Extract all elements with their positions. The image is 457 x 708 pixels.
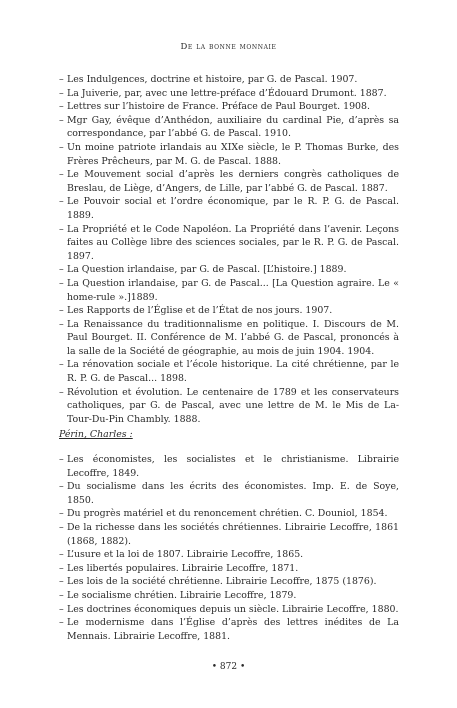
bibliography-entry xyxy=(59,521,399,548)
entry-text: Les économistes, les socialistes et le christianisme. Librairie Lecoffre, 1849. xyxy=(67,454,399,479)
entry-text: Les lois de la société chrétienne. Librairie Lecoffre, 1875 (1876). xyxy=(67,576,377,588)
list-dash: – xyxy=(59,603,64,615)
bibliography-entry xyxy=(59,168,399,195)
list-dash: – xyxy=(59,141,64,153)
bibliography-entry xyxy=(59,318,399,359)
entry-text: Le socialisme chrétien. Librairie Lecoffre, 1879. xyxy=(67,589,297,601)
list-dash: – xyxy=(59,386,64,398)
author-heading: Périn, Charles : xyxy=(59,429,133,440)
entry-text: La Propriété et le Code Napoléon. La Propriété dans l’avenir. Leçons faites au Collège libre des sciences sociales, par le R. P. G. de Pascal. 1897. xyxy=(67,223,399,262)
entry-text: Un moine patriote irlandais au XIXe siècle, le P. Thomas Burke, des Frères Prêcheurs, par M. G. de Pascal. 1888. xyxy=(67,141,399,167)
list-dash: – xyxy=(59,264,64,276)
bibliography-entry xyxy=(59,87,399,101)
bibliography-entry xyxy=(59,304,399,318)
list-dash: – xyxy=(59,454,64,465)
entry-text: Les libertés populaires. Librairie Lecoffre, 1871. xyxy=(67,562,299,574)
list-dash: – xyxy=(59,521,64,533)
list-dash: – xyxy=(59,196,64,208)
list-dash: – xyxy=(59,87,64,99)
entry-text: Le Mouvement social d’après les derniers congrès catholiques de Breslau, de Liège, d’Angers, de Lille, par l’abbé G. de Pascal. 1887. xyxy=(67,169,399,194)
list-dash: – xyxy=(59,277,64,289)
bibliography-entry xyxy=(59,114,399,141)
list-dash: – xyxy=(59,305,64,317)
list-dash: – xyxy=(59,576,64,588)
bibliography-entry xyxy=(59,358,399,385)
entry-text: La Juiverie, par, avec une lettre-préface d’Édouard Drumont. 1887. xyxy=(67,87,387,99)
list-dash: – xyxy=(59,562,64,574)
running-head: De la bonne monnaie xyxy=(180,42,277,52)
bibliography-entry xyxy=(59,195,399,222)
list-dash: – xyxy=(59,589,64,601)
entry-text: Les doctrines économiques depuis un siècle. Librairie Lecoffre, 1880. xyxy=(67,603,399,615)
bibliography-entry xyxy=(59,263,399,277)
bibliography-entry xyxy=(59,100,399,114)
bibliography-entry xyxy=(59,507,399,521)
entry-text: Révolution et évolution. Le centenaire de 1789 et les conservateurs catholiques, par G. de Pascal, avec une lettre de M. le Mis de La-Tour-Du-Pin Chambly. 1888. xyxy=(67,386,399,425)
list-dash: – xyxy=(59,359,64,371)
bibliography-entry xyxy=(59,575,399,589)
list-dash: – xyxy=(59,508,64,520)
entry-text: La rénovation sociale et l’école historique. La cité chrétienne, par le R. P. G. de Pascal... 1898. xyxy=(67,359,399,385)
entry-text: L’usure et la loi de 1807. Librairie Lecoffre, 1865. xyxy=(67,549,304,561)
list-dash: – xyxy=(59,223,64,235)
entry-text: Le modernisme dans l’Église d’après des lettres inédites de La Mennais. Librairie Lecoffre, 1881. xyxy=(67,617,399,642)
list-dash: – xyxy=(59,101,64,113)
entry-text: La Renaissance du traditionnalisme en politique. I. Discours de M. Paul Bourget. II. Conférence de M. l’abbé G. de Pascal, prononcés à la salle de la Société de géographie, au mois de juin 1904. 1904. xyxy=(67,318,399,357)
list-dash: – xyxy=(59,617,64,629)
list-dash: – xyxy=(59,114,64,126)
bibliography-entry xyxy=(59,616,399,643)
bibliography-list-pascal xyxy=(59,73,399,426)
bibliography-entry xyxy=(59,603,399,617)
bibliography-entry xyxy=(59,277,399,304)
entry-text: La Question irlandaise, par G. de Pascal... [La Question agraire. Le « home-rule ».]1889. xyxy=(67,277,399,303)
bibliography-entry xyxy=(59,141,399,168)
bibliography-list-perin xyxy=(59,453,399,643)
entry-text: De la richesse dans les sociétés chrétiennes. Librairie Lecoffre, 1861 (1868, 1882). xyxy=(67,521,399,547)
bibliography-entry xyxy=(59,223,399,264)
bibliography-entry xyxy=(59,453,399,480)
bibliography-entry xyxy=(59,589,399,603)
list-dash: – xyxy=(59,318,64,330)
list-dash: – xyxy=(59,169,64,181)
entry-text: Lettres sur l’histoire de France. Préface de Paul Bourget. 1908. xyxy=(67,101,370,113)
bibliography-entry xyxy=(59,73,399,87)
entry-text: Du progrès matériel et du renoncement chrétien. C. Douniol, 1854. xyxy=(67,508,388,520)
page-number: • 872 • xyxy=(211,662,246,672)
list-dash: – xyxy=(59,549,64,561)
entry-text: Mgr Gay, évêque d’Anthédon, auxiliaire du cardinal Pie, d’après sa correspondance, par l’abbé G. de Pascal. 1910. xyxy=(67,114,399,140)
entry-text: Du socialisme dans les écrits des économistes. Imp. E. de Soye, 1850. xyxy=(67,481,399,506)
bibliography-entry xyxy=(59,562,399,576)
bibliography-entry xyxy=(59,480,399,507)
entry-text: La Question irlandaise, par G. de Pascal. [L’histoire.] 1889. xyxy=(67,264,347,276)
bibliography-entry xyxy=(59,548,399,562)
list-dash: – xyxy=(59,74,64,85)
entry-text: Les Rapports de l’Église et de l’État de nos jours. 1907. xyxy=(67,305,333,317)
bibliography-entry xyxy=(59,386,399,427)
entry-text: Les Indulgences, doctrine et histoire, par G. de Pascal. 1907. xyxy=(67,74,358,85)
entry-text: Le Pouvoir social et l’ordre économique, par le R. P. G. de Pascal. 1889. xyxy=(67,196,399,221)
list-dash: – xyxy=(59,481,64,493)
